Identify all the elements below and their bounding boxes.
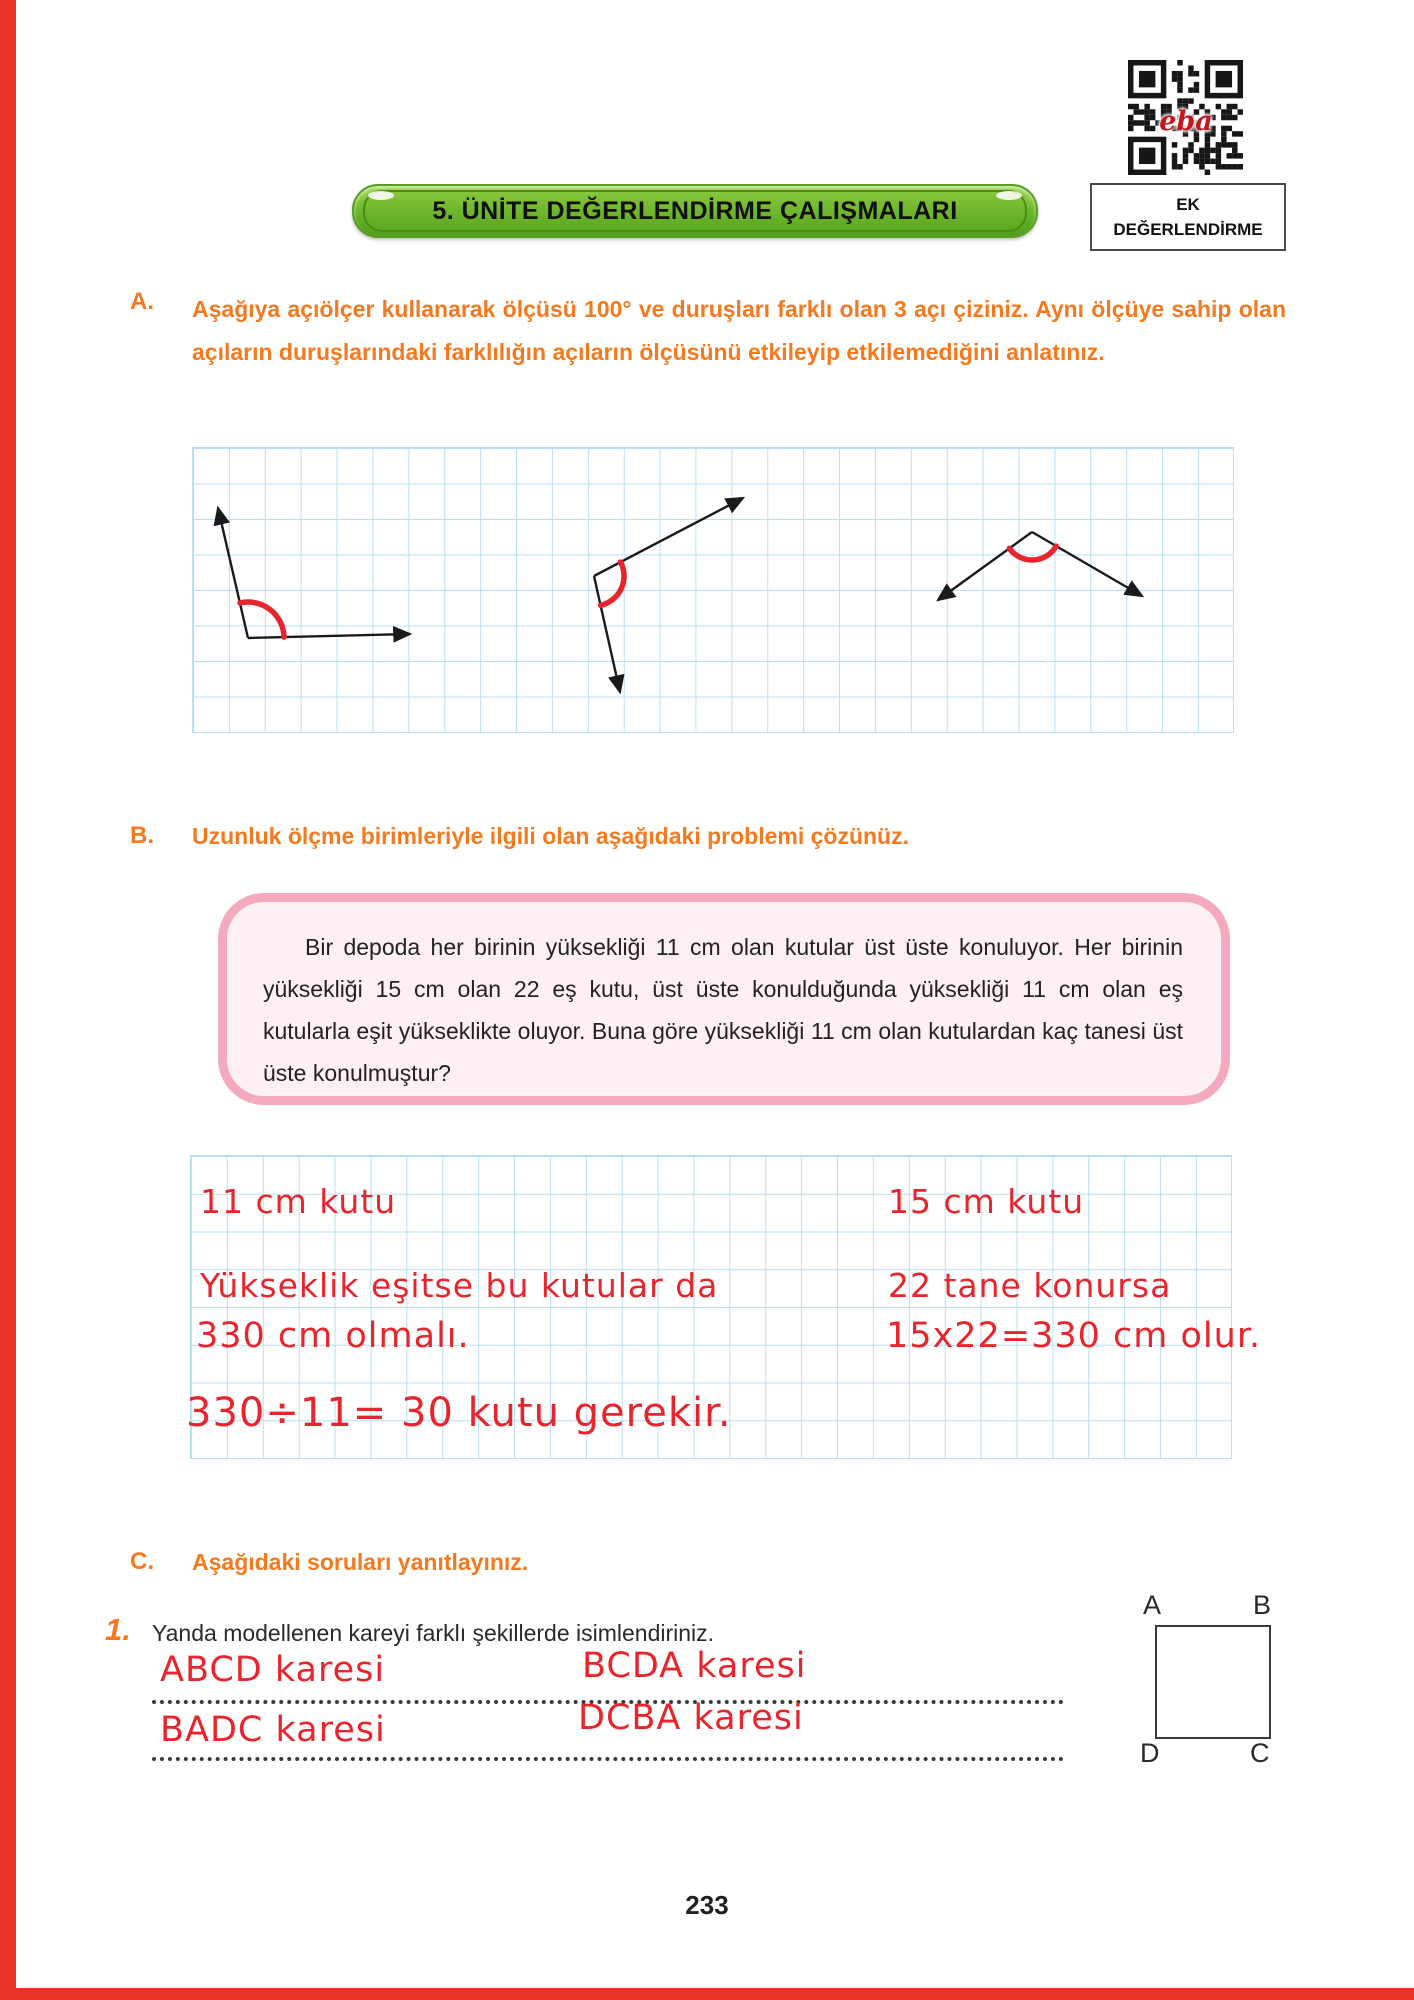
- page-number: 233: [685, 1890, 729, 1920]
- section-c-instruction: Aşağıdaki soruları yanıtlayınız.: [192, 1549, 529, 1575]
- question-1-number: 1.: [105, 1612, 131, 1647]
- angle-1: [218, 508, 410, 638]
- handwritten-answer: 22 tane konursa: [888, 1266, 1172, 1305]
- square-label-d: D: [1140, 1738, 1160, 1768]
- page-edge-red-strip-left: [0, 0, 16, 2000]
- answer-line-2: [152, 1757, 1064, 1761]
- handwritten-answer: 330÷11= 30 kutu gerekir.: [186, 1390, 732, 1436]
- side-label-box: [1090, 183, 1286, 251]
- banner-highlight-right: [996, 191, 1022, 200]
- handwritten-answer: ABCD karesi: [160, 1650, 386, 1690]
- handwritten-answer: BCDA karesi: [582, 1646, 807, 1686]
- handwritten-answer: Yükseklik eşitse bu kutular da: [200, 1266, 719, 1305]
- angle-drawings: [192, 447, 1232, 731]
- question-1-text: Yanda modellenen kareyi farklı şekillerde isimlendiriniz.: [152, 1620, 715, 1646]
- banner-highlight-left: [368, 191, 394, 200]
- angle-2: [594, 498, 743, 692]
- section-b-instruction: Uzunluk ölçme birimleriyle ilgili olan aşağıdaki problemi çözünüz.: [192, 823, 909, 849]
- angle-2-arc: [601, 562, 624, 605]
- angle-3: [938, 532, 1142, 600]
- square-label-c: C: [1250, 1738, 1270, 1768]
- problem-text: Bir depoda her birinin yüksekliği 11 cm olan kutular üst üste konuluyor. Her birinin yüksekliği 15 cm olan 22 eş kutu, üst üste konulduğunda yüksekliği 11 cm olan eş kutularla eşit yükseklikte oluyor. Buna göre yüksekliği 11 cm olan kutulardan kaç tanesi üst üste konulmuştur?: [263, 934, 1183, 1086]
- unit-title-banner: [352, 184, 1038, 238]
- square-figure: [1155, 1625, 1271, 1739]
- section-a-letter: A.: [130, 288, 154, 315]
- banner-inner: [363, 190, 1027, 232]
- handwritten-answer: 330 cm olmalı.: [196, 1316, 470, 1356]
- eba-logo: eba: [1159, 106, 1213, 137]
- section-c-letter: C.: [130, 1548, 154, 1575]
- problem-box: [218, 893, 1230, 1105]
- side-label-line1: EK: [1176, 195, 1200, 214]
- handwritten-answer: DCBA karesi: [578, 1698, 804, 1738]
- section-b-letter: B.: [130, 822, 154, 849]
- square-label-a: A: [1143, 1590, 1162, 1620]
- angle-3-arc: [1009, 546, 1056, 560]
- square-label-b: B: [1253, 1590, 1272, 1620]
- handwritten-answer: 15 cm kutu: [888, 1182, 1085, 1221]
- handwritten-answer: BADC karesi: [160, 1710, 386, 1750]
- page-edge-red-strip-bottom: [0, 1988, 1414, 2000]
- page-title: 5. ÜNİTE DEĞERLENDİRME ÇALIŞMALARI: [432, 196, 958, 225]
- side-label-line2: DEĞERLENDİRME: [1113, 220, 1263, 239]
- handwritten-answer: 15x22=330 cm olur.: [886, 1316, 1262, 1356]
- handwritten-answer: 11 cm kutu: [200, 1182, 397, 1221]
- section-a-instruction: Aşağıya açıölçer kullanarak ölçüsü 100° ve duruşları farklı olan 3 açı çiziniz. Aynı ölçüye sahip olan açıların duruşlarındaki farklılığın açıların ölçüsünü etkileyip etkilemediğini anlatınız.: [192, 296, 1286, 365]
